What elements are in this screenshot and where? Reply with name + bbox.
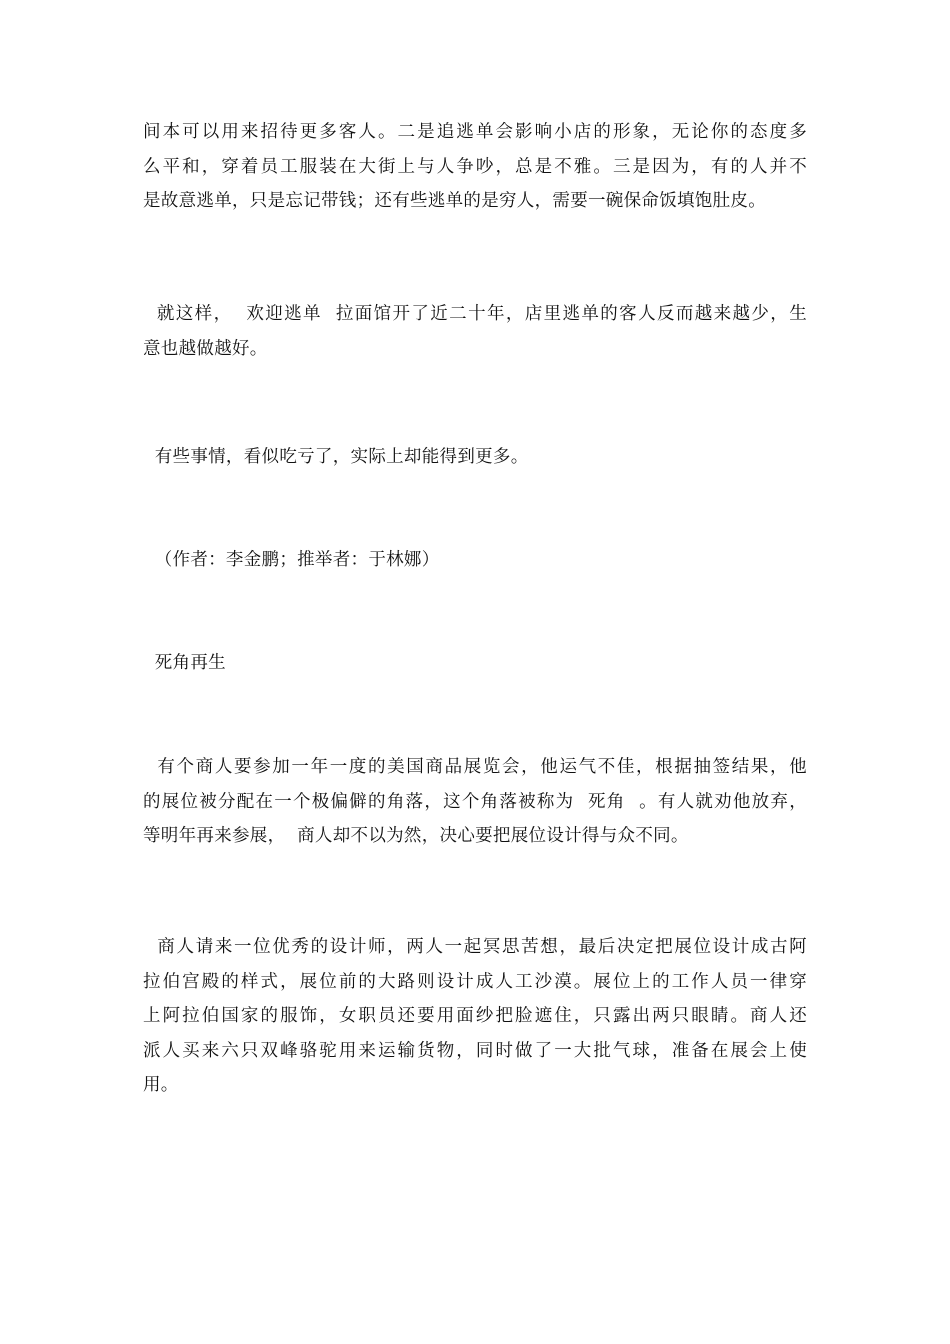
paragraph-line: 意也越做越好。: [143, 338, 268, 359]
paragraph-line: 有个商人要参加一年一度的美国商品展览会，他运气不佳，根据抽签结果，他: [143, 757, 807, 777]
paragraph-5: [143, 930, 807, 1103]
paragraph-1: [143, 115, 807, 219]
paragraph-line: 派人买来六只双峰骆驼用来运输货物，同时做了一大批气球，准备在展会上使: [143, 1040, 807, 1061]
paragraph-line: 就这样， 欢迎逃单 拉面馆开了近二十年，店里逃单的客人反而越来越少，生: [143, 304, 807, 324]
paragraph-line: 死角再生: [143, 653, 226, 673]
author-line: [143, 543, 807, 578]
paragraph-line: 商人请来一位优秀的设计师，两人一起冥思苦想，最后决定把展位设计成古阿: [143, 937, 807, 957]
paragraph-line: 的展位被分配在一个极偏僻的角落，这个角落被称为 死角 。有人就劝他放弃，: [143, 791, 807, 812]
paragraph-3: [143, 440, 807, 475]
paragraph-4: [143, 750, 807, 854]
section-title: [143, 646, 807, 681]
paragraph-line: 是故意逃单，只是忘记带钱；还有些逃单的是穷人，需要一碗保命饭填饱肚皮。: [143, 191, 766, 211]
paragraph-2: [143, 297, 807, 366]
paragraph-line: 么平和，穿着员工服装在大街上与人争吵，总是不雅。三是因为，有的人并不: [143, 156, 807, 177]
paragraph-line: 拉伯宫殿的样式，展位前的大路则设计成人工沙漠。展位上的工作人员一律穿: [143, 971, 807, 992]
paragraph-line: 上阿拉伯国家的服饰，女职员还要用面纱把脸遮住，只露出两只眼睛。商人还: [143, 1006, 807, 1026]
paragraph-line: 等明年再来参展， 商人却不以为然，决心要把展位设计得与众不同。: [143, 826, 689, 846]
paragraph-line: （作者：李金鹏；推举者：于林娜）: [143, 550, 440, 570]
paragraph-line: 用。: [143, 1075, 179, 1095]
paragraph-line: 间本可以用来招待更多客人。二是追逃单会影响小店的形象，无论你的态度多: [143, 122, 807, 142]
paragraph-line: 有些事情，看似吃亏了，实际上却能得到更多。: [143, 447, 529, 467]
